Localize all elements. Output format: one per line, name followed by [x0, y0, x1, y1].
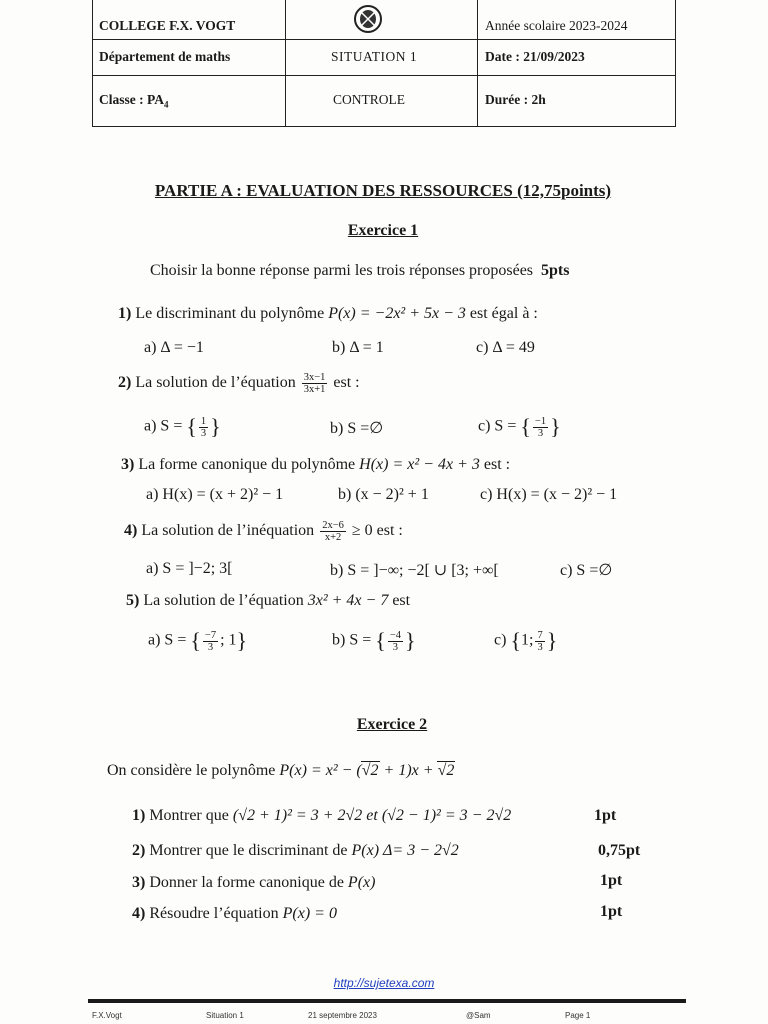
ex1-q2-option-c: c) S = { $\frac{-1}{3}$ } — [478, 414, 561, 439]
source-link[interactable]: http://sujetexa.com — [333, 976, 435, 990]
ex2-question-4: 4) Résoudre l’équation P(x) = 0 — [132, 905, 337, 922]
footer-situation: Situation 1 — [206, 1011, 244, 1020]
ex1-q5-option-b: b) S = { $\frac{-4}{3}$ } — [332, 628, 416, 653]
footer-rule — [88, 999, 686, 1003]
ex1-question-3: 3) La forme canonique du polynôme H(x) = x² − 4x + 3 est : — [121, 456, 511, 473]
part-a-title: PARTIE A : EVALUATION DES RESSOURCES (12,75points) — [154, 181, 612, 200]
header-table — [92, 0, 676, 127]
exercise-2-intro: On considère le polynôme P(x) = x² − (√2 + 1)x + √2 — [107, 762, 455, 779]
exam-date: Date : 21/09/2023 — [485, 49, 585, 64]
exam-type: CONTROLE — [333, 92, 405, 107]
ex2-q4-points: 1pt — [600, 903, 623, 920]
situation: SITUATION 1 — [331, 49, 418, 64]
ex2-question-1: 1) Montrer que (√2 + 1)² = 3 + 2√2 et (√2 − 1)² = 3 − 2√2 — [132, 807, 512, 824]
ex1-question-2: 2) La solution de l’équation $\frac{3x-1}{3x+1}$ est : — [118, 372, 360, 395]
ex2-question-2: 2) Montrer que le discriminant de P(x) Δ= 3 − 2√2 — [132, 842, 459, 859]
exercise-1-instruction: Choisir la bonne réponse parmi les trois réponses proposées 5pts — [150, 262, 570, 279]
ex1-q3-option-a: a) H(x) = (x + 2)² − 1 — [146, 486, 284, 503]
ex1-q3-option-b: b) (x − 2)² + 1 — [338, 486, 429, 503]
footer-author: @Sam — [466, 1011, 491, 1020]
exercise-2-title: Exercice 2 — [356, 716, 428, 733]
ex2-q3-points: 1pt — [600, 872, 623, 889]
exercise-1-title: Exercice 1 — [347, 222, 419, 239]
ex1-question-5: 5) La solution de l’équation 3x² + 4x − 7 est — [126, 592, 411, 609]
ex1-q5-option-a: a) S = { $\frac{-7}{3}$ ; 1} — [148, 628, 248, 653]
ex1-q2-option-a: a) S = { $\frac{1}{3}$ } — [144, 414, 221, 439]
school-name: COLLEGE F.X. VOGT — [99, 18, 236, 33]
ex1-q1-option-c: c) Δ = 49 — [476, 339, 535, 356]
ex1-q4-option-a: a) S = ]−2; 3[ — [146, 560, 233, 577]
ex2-question-3: 3) Donner la forme canonique de P(x) — [132, 874, 376, 891]
ex1-q1-option-a: a) Δ = −1 — [144, 339, 204, 356]
footer-page: Page 1 — [565, 1011, 591, 1020]
school-logo — [351, 4, 385, 38]
ex1-q5-option-c: c) {1; $\frac{7}{3}$ } — [494, 628, 558, 653]
ex1-q2-option-b: b) S =∅ — [330, 420, 384, 437]
ex2-q1-points: 1pt — [594, 807, 617, 824]
school-year: Année scolaire 2023-2024 — [485, 18, 628, 33]
ex1-q4-option-b: b) S = ]−∞; −2[ ∪ [3; +∞[ — [330, 562, 499, 579]
exercise-1-points: 5pts — [541, 262, 570, 279]
exam-duration: Durée : 2h — [485, 92, 546, 107]
ex1-question-1: 1) Le discriminant du polynôme P(x) = −2x² + 5x − 3 est égal à : — [118, 305, 538, 322]
ex1-question-4: 4) La solution de l’inéquation $\frac{2x-6}{x+2}$ ≥ 0 est : — [124, 520, 403, 543]
ex1-q1-option-b: b) Δ = 1 — [332, 339, 384, 356]
department: Département de maths — [99, 49, 231, 64]
ex1-q4-option-c: c) S =∅ — [560, 562, 613, 579]
ex2-q2-points: 0,75pt — [598, 842, 641, 859]
class-label: Classe : $PA_4$ — [99, 92, 169, 110]
ex1-q3-option-c: c) H(x) = (x − 2)² − 1 — [480, 486, 618, 503]
footer-school: F.X.Vogt — [92, 1011, 122, 1020]
footer-date: 21 septembre 2023 — [308, 1011, 377, 1020]
